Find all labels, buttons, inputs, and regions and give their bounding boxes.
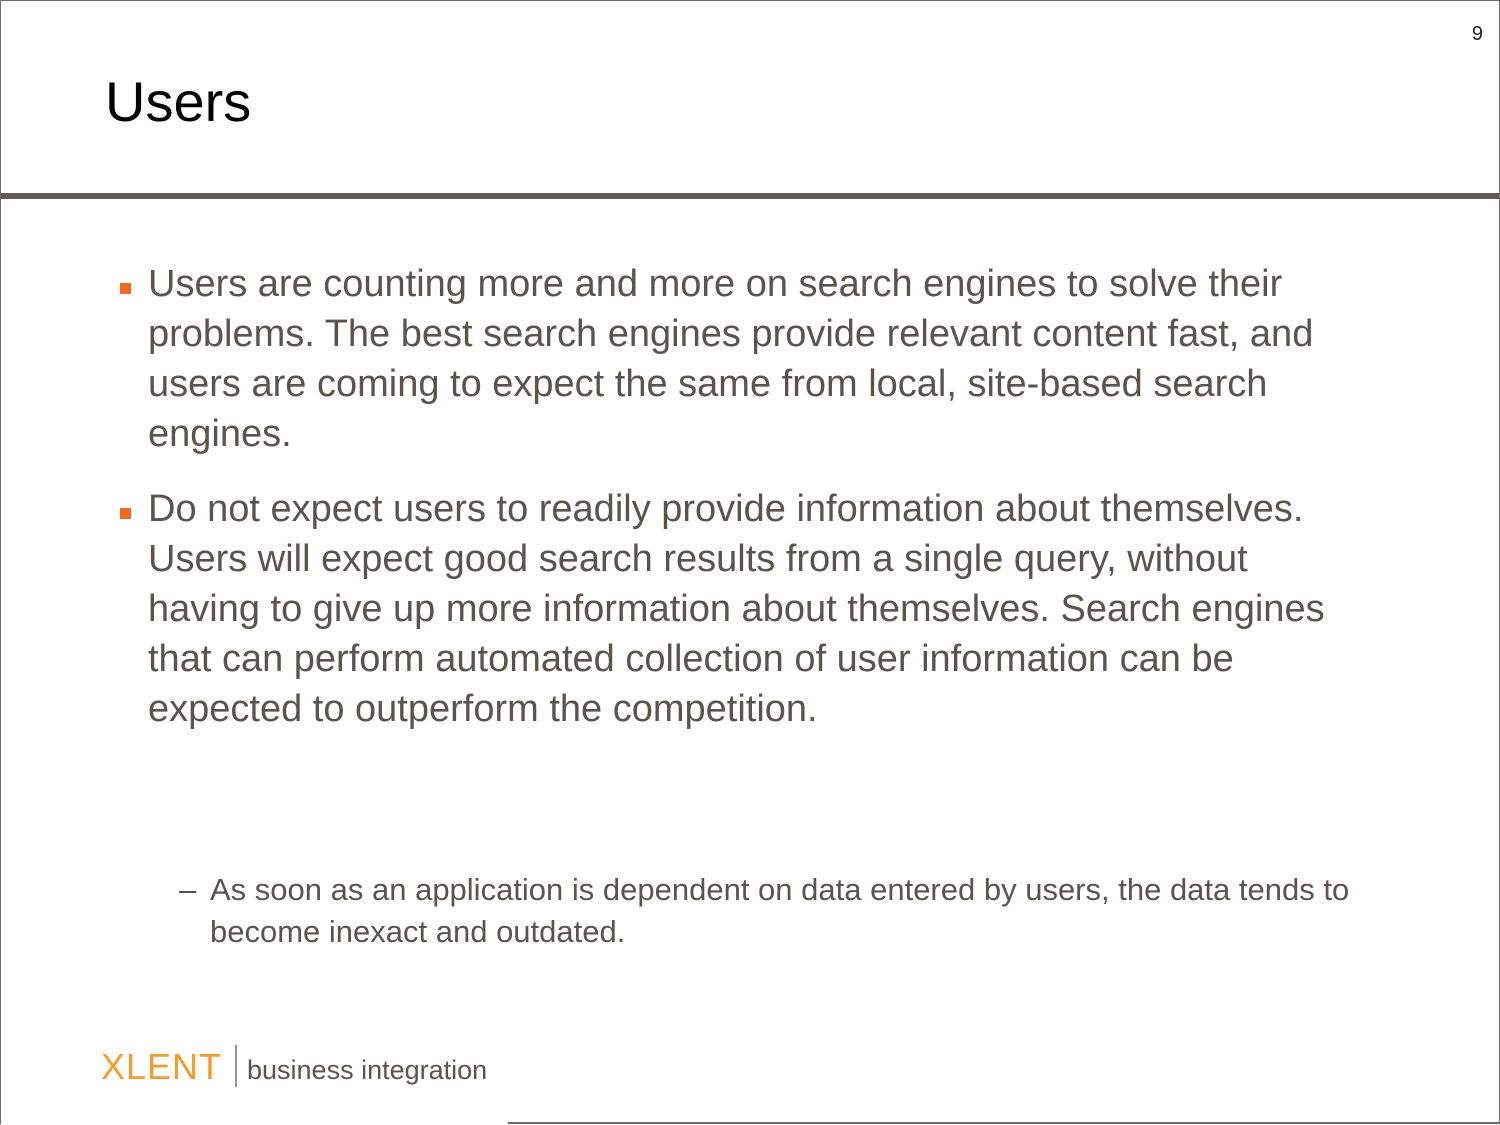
logo-brand: XLENT <box>101 1046 223 1087</box>
footer-rule <box>508 1122 1500 1124</box>
bullet-text: Users are counting more and more on search engines to solve their problems. The best search engines provide relevant content fast, and users are coming to expect the same from local, site-based search engines. <box>148 263 1314 455</box>
bullet-list <box>117 259 1357 759</box>
company-logo <box>101 1045 521 1091</box>
logo-tagline: business integration <box>247 1055 488 1085</box>
bullet-item <box>117 259 1357 459</box>
page-number: 9 <box>1471 23 1483 45</box>
sub-bullet-text: As soon as an application is dependent on data entered by users, the data tends to become inexact and outdated. <box>210 872 1350 949</box>
bullet-text: Do not expect users to readily provide information about themselves. Users will expect good search results from a single query, without having to give up more information about themselves. Search engines that can perform automated collection of user information can be expected to outperform the competition. <box>148 488 1325 730</box>
title-divider <box>1 193 1499 199</box>
square-bullet-icon <box>120 283 131 294</box>
square-bullet-icon <box>120 508 131 519</box>
bullet-item <box>117 484 1357 734</box>
dash-bullet-icon: – <box>179 872 197 907</box>
sub-bullet-item <box>179 869 1350 953</box>
logo-divider <box>235 1045 237 1087</box>
slide-title: Users <box>105 70 252 133</box>
